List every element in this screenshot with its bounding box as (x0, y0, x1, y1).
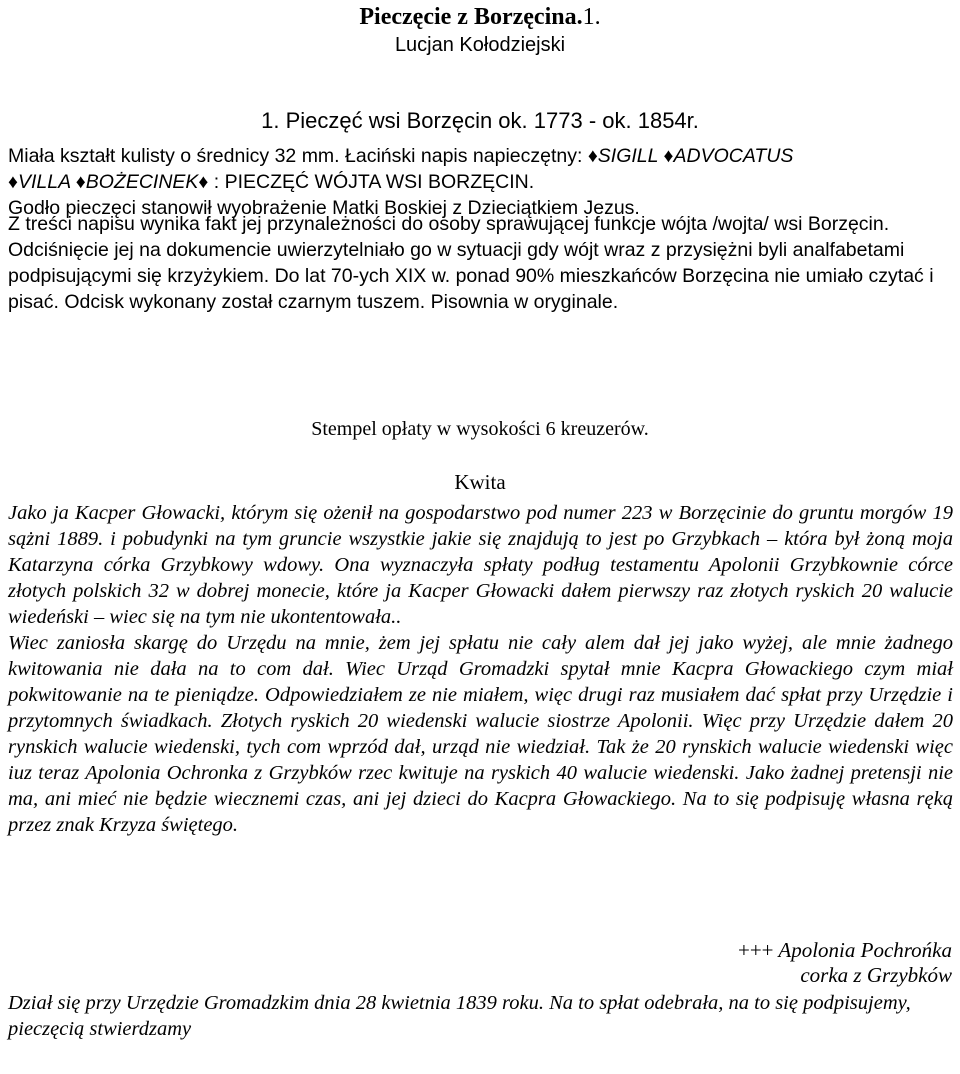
closing-statement (8, 990, 953, 1042)
seal-inscription-1: SIGILL (597, 145, 664, 167)
seal-description (8, 143, 948, 221)
author-name: Lucjan Kołodziejski (394, 34, 566, 56)
document-title (0, 0, 960, 32)
kwita-heading: Kwita (454, 470, 506, 494)
seal-inscription-3: VILLA (17, 171, 76, 193)
seal-inscription-2: ADVOCATUS (673, 145, 794, 167)
signature-name (738, 938, 952, 963)
signature-origin: corka z Grzybków (800, 963, 952, 987)
seal-inscription-4: BOŻECINEK (85, 171, 199, 193)
section-heading: 1. Pieczęć wsi Borzęcin ok. 1773 - ok. 1854r. (261, 108, 699, 133)
seal-emblem: Godło pieczęci stanowił wyobrażenie Matki Boskiej z Dzieciątkiem Jezus. (8, 197, 640, 219)
seal-history-paragraph: Z treści napisu wynika fakt jej przynależności do osoby sprawującej funkcje wójta /wojta/ wsi Borzęcin. Odciśnięcie jej na dokumencie uwierzytelniało go w sytuacji gdy wójt wraz z przysiężni byli analfabetami podpisującymi się krzyżykiem. Do lat 70-ych XIX w. ponad 90% mieszkańców Borzęcina nie umiało czytać i pisać. Odcisk wykonany został czarnym tuszem. Pisownia w oryginale. (8, 213, 934, 313)
diamond-icon: ♦ (663, 145, 674, 167)
receipt-paragraph-1: Jako ja Kacper Głowacki, którym się ożenił na gospodarstwo pod numer 223 w Borzęcinie do gruntu morgów 19 sążni 1889. i pobudynki na tym gruncie wszystkie jakie się znajdują to jest po Grzybkach – która był żoną moja Katarzyna córka Grzybkowy wdowy. Ona wyznaczyła spłaty podług testamentu Apolonii Grzybkownie córce złotych polskich 32 w dobrej monecie, które ja Kacper Głowacki dałem pierwszy raz złotych ryskich 20 walucie wiedeński – wiec się na tym nie ukontentowała.. (8, 502, 953, 628)
closing-line-1: Dział się przy Urzędzie Gromadzkim dnia 28 kwietnia 1839 roku. Na to spłat odebrała, na to się podpisujemy, (8, 992, 911, 1014)
receipt-paragraph-2: Wiec zaniosła skargę do Urzędu na mnie, żem jej spłatu nie cały alem dał jej jako wyżej, ale mnie żadnego kwitowania nie dała na to com dał. Wiec Urząd Gromadzki spytał mnie Kacpra Głowackiego czym miał pokwitowanie na te pieniądze. Odpowiedziałem ze nie miałem, więc drugi raz musiałem dać spłat przy Urzędzie i przytomnych świadkach. Złotych ryskich 20 wiedenski walucie siostrze Apolonii. Więc przy Urzędzie dałem 20 rynskich walucie wiedenski, tych com wprzód dał, urząd nie wiedział. Tak że 20 rynskich walucie wiedenski więc iuz teraz Apolonia Ochronka z Grzybków rzec kwituje na ryskich 40 walucie wiedenski. Jako żadnej pretensji nie ma, ani mieć nie będzie wiecznemi czas, ani jej dzieci do Kacpra Głowackiego. Na to się podpisuję własna ręką przez znak Krzyza świętego. (8, 632, 953, 836)
signature-person: Apolonia Pochrońka (773, 938, 952, 962)
seal-translation: : PIECZĘĆ WÓJTA WSI BORZĘCIN. (208, 171, 535, 193)
diamond-icon: ♦ (8, 171, 18, 193)
stamp-note: Stempel opłaty w wysokości 6 kreuzerów. (311, 418, 649, 440)
title-text: Pieczęcie z Borzęcina. (359, 4, 583, 30)
title-number: 1. (582, 4, 601, 30)
closing-line-2: pieczęcią stwierdzamy (8, 1018, 192, 1040)
signature-crosses: +++ (737, 938, 774, 962)
seal-shape-text: Miała kształt kulisty o średnicy 32 mm. Łaciński napis napieczętny: (8, 145, 588, 167)
seal-history (8, 211, 948, 315)
diamond-icon: ♦ (198, 171, 209, 193)
diamond-icon: ♦ (75, 171, 86, 193)
diamond-icon: ♦ (587, 145, 598, 167)
receipt-body (8, 500, 953, 838)
